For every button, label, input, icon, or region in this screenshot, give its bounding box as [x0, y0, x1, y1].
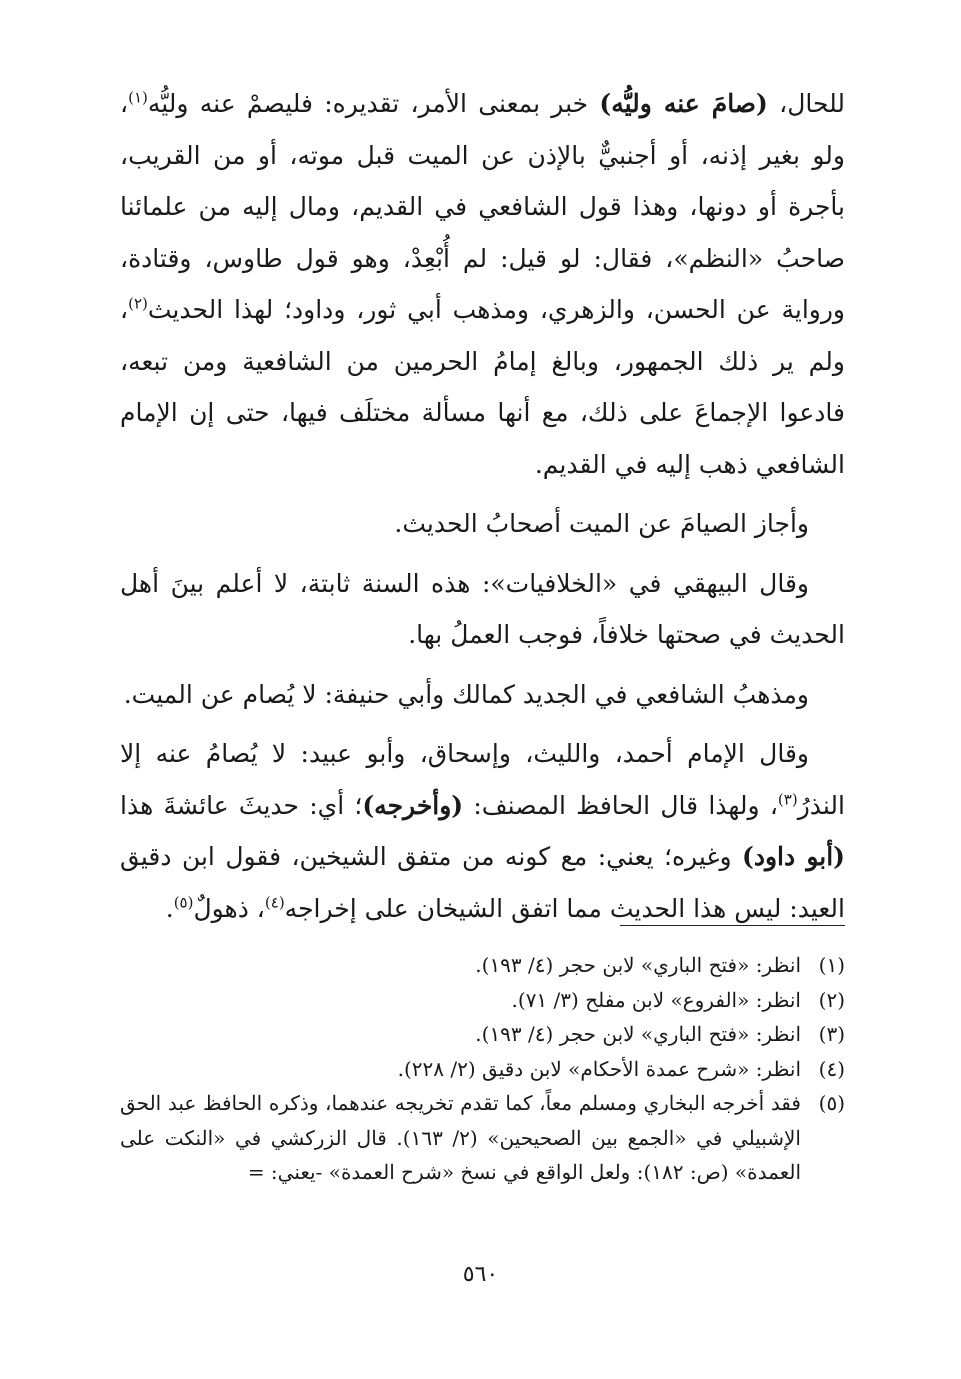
hadith-quote: (أبو داود) [742, 842, 845, 871]
footnote-ref-4[interactable]: (٤) [264, 893, 285, 912]
text-run: ، ذهولٌ [193, 893, 265, 923]
footnote-separator [620, 925, 845, 926]
footnote-text: انظر: «الفروع» لابن مفلح (٣/ ٧١). [511, 987, 801, 1012]
footnote-number: (٣) [818, 1022, 845, 1046]
paragraph-3: وقال البيهقي في «الخلافيات»: هذه السنة ثابتة، لا أعلم بينَ أهل الحديث في صحتها خلافاً، فوجب العملُ بها. [120, 568, 845, 649]
footnote-text: انظر: «فتح الباري» لابن حجر (٤/ ١٩٣). [475, 953, 801, 977]
text-run: وقال الإمام أحمد، والليث، وإسحاق، وأبو عبيد: لا يُصامُ عنه إلا النذرُ [120, 739, 845, 820]
paragraph-5 [120, 728, 845, 934]
footnote-number: (١) [818, 953, 845, 977]
footnote-number: (٥) [818, 1091, 845, 1115]
footnote-2 [120, 983, 845, 1018]
footnote-text: انظر: «شرح عمدة الأحكام» لابن دقيق (٢/ ٢٢٨). [397, 1056, 801, 1081]
text-run: ، ولو بغير إذنه، أو أجنبيٌّ بالإذن عن الميت قبل موته، أو من القريب، بأجرة أو دونها، وهذا قول الشافعي في القديم، ومال إليه من علمائنا صاحبُ «النظم»، فقال: لو قيل: لم أُبْعِدْ، وهو قول طاوس، وقتادة، ورواية عن الحسن، والزهري، ومذهب أبي ثور، وداود؛ لهذا الحديث [120, 89, 845, 324]
main-text [120, 78, 845, 934]
footnote-5 [120, 1086, 845, 1190]
footnote-ref-3[interactable]: (٣) [777, 790, 798, 809]
paragraph-1 [120, 78, 845, 490]
text-run: ، ولم ير ذلك الجمهور، وبالغ إمامُ الحرمين من الشافعية ومن تبعه، فادعوا الإجماعَ على ذلك، مع أنها مسألة مختلَف فيها، حتى إن الإمام الشافعي ذهب إليه في القديم. [120, 295, 845, 479]
footnote-number: (٢) [818, 987, 845, 1012]
page-number: ٥٦٠ [462, 1262, 499, 1287]
paragraph-4: ومذهبُ الشافعي في الجديد كمالك وأبي حنيفة: لا يُصام عن الميت. [123, 679, 809, 709]
footnote-text: انظر: «فتح الباري» لابن حجر (٤/ ١٩٣). [475, 1022, 801, 1046]
hadith-quote: (صامَ عنه وليُّه) [599, 89, 768, 118]
footnote-3 [120, 1017, 845, 1052]
text-run: ، ولهذا قال الحافظ المصنف: [463, 790, 778, 820]
text-run: للحال، [767, 89, 846, 118]
paragraph-2: وأجاز الصيامَ عن الميت أصحابُ الحديث. [394, 509, 809, 538]
footnote-text: فقد أخرجه البخاري ومسلم معاً، كما تقدم تخريجه عندهما، وذكره الحافظ عبد الحق الإشبيلي في «الجمع بين الصحيحين» (٢/ ١٦٣). قال الزركشي في «النكت على العمدة» (ص: ١٨٢): ولعل الواقع في نسخ «شرح العمدة» -يعني: = [120, 1091, 801, 1184]
footnote-4 [120, 1052, 845, 1087]
text-run: خبر بمعنى الأمر، تقديره: فليصمْ عنه وليُّه [147, 89, 600, 118]
hadith-quote: (وأخرجه) [362, 790, 464, 820]
footnote-ref-5[interactable]: (٥) [173, 893, 194, 912]
footnote-ref-1[interactable]: (١) [128, 88, 148, 107]
text-run: وغيره؛ يعني: مع كونه من متفق الشيخين، فقول ابن دقيق العيد: ليس هذا الحديث مما اتفق الشيخان على إخراجه [120, 842, 845, 923]
footnote-ref-2[interactable]: (٢) [128, 294, 148, 313]
footnote-1 [120, 948, 845, 983]
text-run: ؛ أي: حديثَ عائشةَ هذا [120, 790, 363, 820]
text-run: . [165, 893, 174, 923]
footnotes [120, 948, 845, 1190]
footnote-number: (٤) [818, 1056, 845, 1081]
